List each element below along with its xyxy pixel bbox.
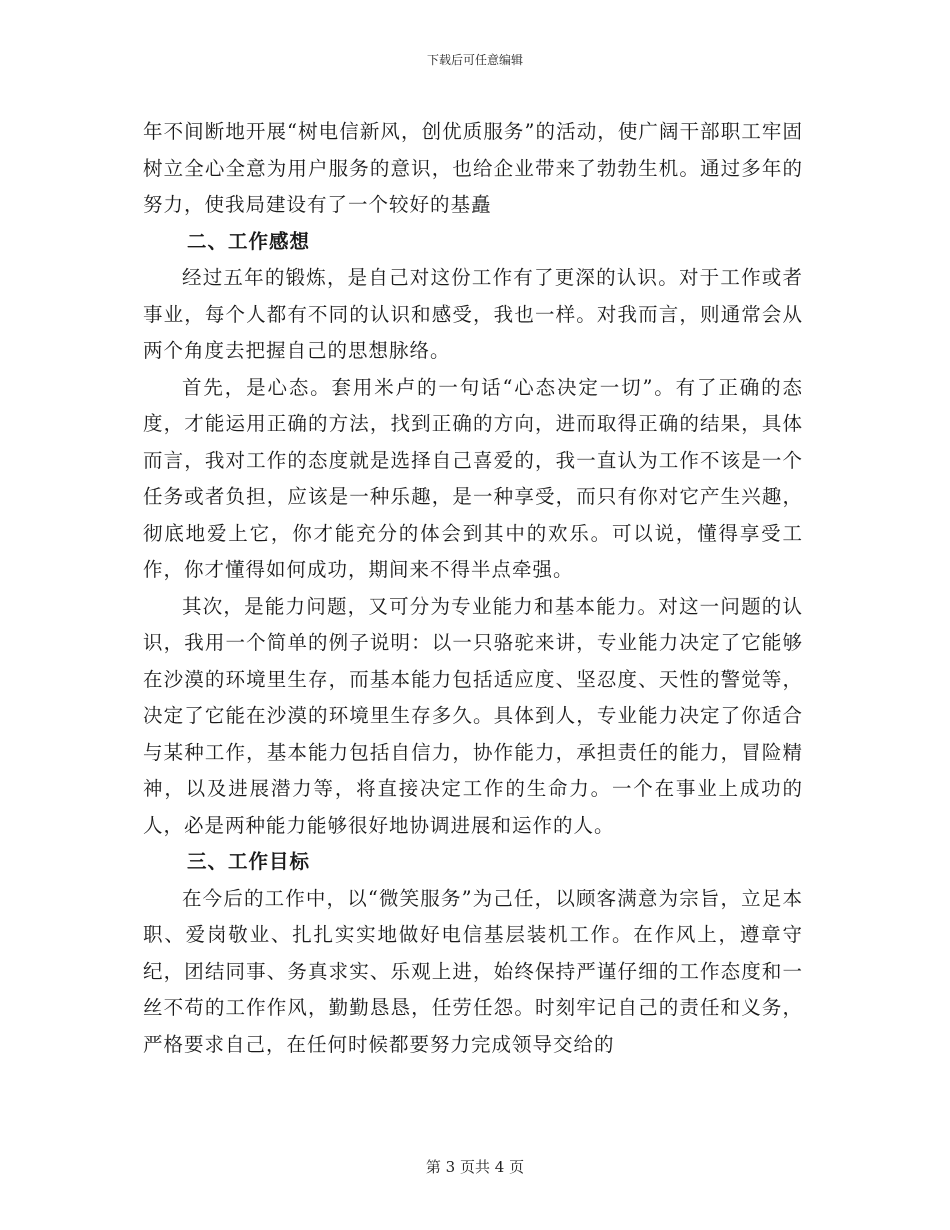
section-heading-work-goals: 三、工作目标 — [187, 850, 311, 873]
paragraph-mindset: 首先，是心态。套用米卢的一句话“心态决定一切”。有了正确的态度，才能运用正确的方法，找到正确的方向，进而取得正确的结果，具体而言，我对工作的态度就是选择自己喜爱的，我一直认为工作不该是一个任务或者负担，应该是一种乐趣，是一种享受，而只有你对它产生兴趣，彻底地爱上它，你才能充分的体会到其中的欢乐。可以说，懂得享受工作，你才懂得如何成功，期间来不得半点牵强。 — [143, 375, 803, 581]
section-heading-work-reflections: 二、工作感想 — [187, 229, 311, 253]
paragraph-goals: 在今后的工作中，以“微笑服务”为己任，以顾客满意为宗旨，立足本职、爱岗敬业、扎扎实实地做好电信基层装机工作。在作风上，遵章守纪，团结同事、务真求实、乐观上进，始终保持严谨仔细的工作态度和一丝不苟的工作作风，勤勤恳恳，任劳任怨。时刻牢记自己的责任和义务，严格要求自己，在任何时候都要努力完成领导交给的 — [143, 886, 803, 1056]
document-body — [143, 114, 803, 1063]
paragraph-continuation: 年不间断地开展“树电信新风，创优质服务”的活动，使广阔干部职工牢固树立全心全意为用户服务的意识，也给企业带来了勃勃生机。通过多年的努力，使我局建设有了一个较好的基矗 — [143, 120, 803, 216]
page-header: 下载后可任意编辑 — [426, 53, 523, 67]
paragraph-reflections-intro: 经过五年的锻炼，是自己对这份工作有了更深的认识。对于工作或者事业，每个人都有不同的认识和感受，我也一样。对我而言，则通常会从两个角度去把握自己的思想脉络。 — [143, 266, 803, 362]
paragraph-ability: 其次，是能力问题，又可分为专业能力和基本能力。对这一问题的认识，我用一个简单的例子说明：以一只骆驼来讲，专业能力决定了它能够在沙漠的环境里生存，而基本能力包括适应度、坚忍度、天性的警觉等，决定了它能在沙漠的环境里生存多久。具体到人，专业能力决定了你适合与某种工作，基本能力包括自信力，协作能力，承担责任的能力，冒险精神，以及进展潜力等，将直接决定工作的生命力。一个在事业上成功的人，必是两种能力能够很好地协调进展和运作的人。 — [143, 594, 803, 837]
page-footer: 第 3 页共 4 页 — [425, 1158, 525, 1176]
